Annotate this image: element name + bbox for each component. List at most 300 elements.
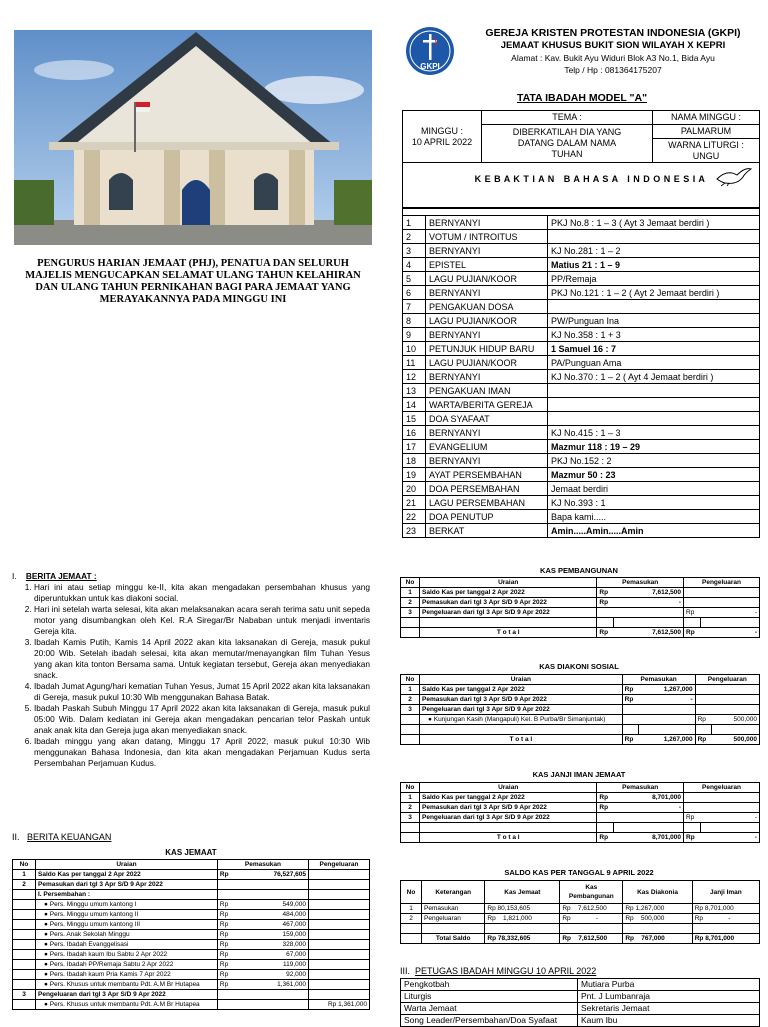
liturgy-no: 23 — [403, 524, 426, 538]
total-cell: Rp 78,332,605 — [485, 934, 560, 944]
cell-no — [13, 940, 36, 950]
cell-pemasukan — [236, 890, 309, 900]
cell-no: 3 — [401, 608, 420, 618]
cell-kas-diakonia: Rp 1,267,000 — [623, 904, 692, 914]
cell-no: 1 — [13, 870, 36, 880]
col-uraian: Uraian — [420, 578, 597, 588]
liturgy-detail: KJ No.415 : 1 – 3 — [548, 426, 760, 440]
cell-uraian: I. Persembahan : — [36, 890, 218, 900]
empty-cell — [712, 725, 760, 735]
kas-janji-iman-title: KAS JANJI IMAN JEMAAT — [532, 770, 626, 779]
liturgy-no: 2 — [403, 230, 426, 244]
col-pemasukan: Pemasukan — [597, 783, 684, 793]
cell-pemasukan — [236, 880, 309, 890]
col-pengeluaran: Pengeluaran — [684, 783, 760, 793]
cell-pemasukan: 67,000 — [236, 950, 309, 960]
cell-kas-diakonia: Rp 500,000 — [623, 914, 692, 924]
cell-pemasukan: 328,000 — [236, 940, 309, 950]
liturgy-item: LAGU PUJIAN/KOOR — [426, 356, 548, 370]
cell-no: 1 — [401, 685, 420, 695]
cell-pemasukan: - — [613, 598, 683, 608]
liturgy-no: 9 — [403, 328, 426, 342]
cell-rp: Rp — [217, 980, 236, 990]
table-row — [13, 890, 370, 900]
cell-pemasukan: 1,267,000 — [639, 685, 695, 695]
dove-icon — [715, 165, 753, 187]
empty-cell — [485, 924, 560, 934]
tema-text: DIBERKATILAH DIA YANG DATANG DALAM NAMA TUHAN — [482, 125, 653, 163]
table-row — [401, 695, 760, 705]
cell-pemasukan — [639, 705, 695, 715]
cell-no: 2 — [401, 695, 420, 705]
empty-row — [401, 725, 760, 735]
liturgy-detail: Matius 21 : 1 – 9 — [548, 258, 760, 272]
table-row — [13, 910, 370, 920]
minggu-date: 10 APRIL 2022 — [411, 136, 473, 147]
liturgy-detail: PA/Punguan Ama — [548, 356, 760, 370]
table-row — [13, 940, 370, 950]
section-number: I. — [12, 571, 17, 581]
table-row — [13, 870, 370, 880]
liturgy-detail: Mazmur 50 : 23 — [548, 468, 760, 482]
liturgy-no: 14 — [403, 398, 426, 412]
liturgy-item: EVANGELIUM — [426, 440, 548, 454]
liturgy-row — [403, 524, 760, 538]
col-janji-iman: Janji Iman — [692, 881, 759, 904]
total-pemasukan: 7,612,500 — [613, 628, 683, 638]
cell-pemasukan — [236, 1000, 309, 1010]
col-kas-pembangunan: Kas Pembangunan — [560, 881, 623, 904]
nama-minggu-label: NAMA MINGGU : — [653, 111, 760, 125]
total-pengeluaran: - — [700, 628, 759, 638]
church-name: GEREJA KRISTEN PROTESTAN INDONESIA (GKPI) — [485, 27, 741, 39]
liturgy-item: PENGAKUAN IMAN — [426, 384, 548, 398]
col-uraian: Uraian — [420, 783, 597, 793]
cell-rp: Rp — [684, 813, 701, 823]
liturgy-row — [403, 258, 760, 272]
liturgy-row — [403, 510, 760, 524]
empty-cell — [420, 823, 597, 833]
total-cell: Rp 7,612,500 — [560, 934, 623, 944]
section-number: III. — [400, 966, 411, 976]
warna-cell — [653, 139, 760, 163]
total-label: T o t a l — [420, 735, 623, 745]
cell-rp — [622, 715, 639, 725]
cell-uraian: Pemasukan dari tgl 3 Apr S/D 9 Apr 2022 — [420, 803, 597, 813]
total-row — [401, 833, 760, 843]
empty-cell — [639, 725, 695, 735]
liturgy-row — [403, 272, 760, 286]
cell-pemasukan: 92,000 — [236, 970, 309, 980]
liturgy-detail — [548, 300, 760, 314]
petugas-name: Pnt. J Lumbanraja — [578, 991, 760, 1003]
liturgy-row — [403, 342, 760, 356]
cell-pemasukan: 7,612,500 — [613, 588, 683, 598]
cell-no — [13, 920, 36, 930]
cell-pemasukan: 76,527,605 — [236, 870, 309, 880]
empty-cell — [700, 823, 759, 833]
cell-rp: Rp — [217, 910, 236, 920]
cell-rp — [695, 685, 712, 695]
cell-no: 1 — [401, 904, 422, 914]
cell-rp: Rp — [217, 930, 236, 940]
cell-pengeluaran — [309, 990, 370, 1000]
kas-pembangunan-title: KAS PEMBANGUNAN — [540, 566, 618, 575]
cell-rp: Rp — [622, 735, 639, 745]
berita-item: 1. Hari ini atau setiap minggu ke-II, kita akan mengadakan persembahan khusus yang diperuntukkan untuk kas diakoni social. — [34, 582, 370, 604]
liturgy-row — [403, 244, 760, 258]
kas-janji-iman-table — [400, 782, 760, 843]
cell-pemasukan — [639, 715, 695, 725]
header-row — [401, 783, 760, 793]
cell-pemasukan: 8,701,000 — [613, 793, 683, 803]
petugas-role: Liturgis — [401, 991, 578, 1003]
cell-no — [401, 715, 420, 725]
liturgy-item: VOTUM / INTROITUS — [426, 230, 548, 244]
col-kas-diakonia: Kas Diakonia — [623, 881, 692, 904]
liturgy-item: BERNYANYI — [426, 244, 548, 258]
table-row — [13, 970, 370, 980]
cell-no — [13, 1000, 36, 1010]
cell-uraian: ● Pers. Khusus untuk membantu Pdt. A.M Br Hutapea — [36, 980, 218, 990]
col-no: No — [401, 783, 420, 793]
table-row — [401, 813, 760, 823]
liturgy-detail: KJ No.358 : 1 + 3 — [548, 328, 760, 342]
cell-pengeluaran — [712, 685, 760, 695]
empty-cell — [613, 823, 683, 833]
col-pengeluaran: Pengeluaran — [684, 578, 760, 588]
liturgy-spacer-row — [403, 209, 760, 216]
cell-rp — [217, 1000, 236, 1010]
cell-pemasukan: 119,000 — [236, 960, 309, 970]
cell-no — [13, 980, 36, 990]
cell-rp — [684, 793, 701, 803]
cell-rp — [217, 890, 236, 900]
table-row — [13, 900, 370, 910]
cell-no — [401, 934, 422, 944]
tema-label: TEMA : — [482, 111, 653, 125]
cell-no: 1 — [401, 588, 420, 598]
petugas-row — [401, 979, 760, 991]
liturgy-item: BERNYANYI — [426, 370, 548, 384]
cell-no: 2 — [401, 914, 422, 924]
berita-jemaat — [12, 571, 370, 769]
liturgy-row — [403, 230, 760, 244]
liturgy-no: 10 — [403, 342, 426, 356]
table-row — [401, 685, 760, 695]
kebaktian-cell — [403, 163, 760, 208]
berita-item: 5. Ibadah Paskah Subuh Minggu 17 April 2022 akan kita laksanakan di Gereja, masuk pukul 05:00 Wib. Dalam kediatan ini Gereja akan mengadakan pencarian telor Paskah untuk anak anak kita dan Gereja juga akan menyediakan snack. — [34, 703, 370, 736]
empty-cell — [622, 725, 639, 735]
empty-cell — [401, 924, 422, 934]
section-number: II. — [12, 832, 20, 842]
table-row — [401, 715, 760, 725]
congregation-name: JEMAAT KHUSUS BUKIT SION WILAYAH X KEPRI — [500, 40, 726, 51]
cell-pengeluaran — [309, 980, 370, 990]
liturgy-row — [403, 468, 760, 482]
tata-ibadah-title: TATA IBADAH MODEL "A" — [516, 92, 648, 104]
liturgy-no: 19 — [403, 468, 426, 482]
cell-pengeluaran — [309, 870, 370, 880]
petugas-table — [400, 978, 760, 1027]
cell-rp — [597, 813, 614, 823]
liturgy-item: BERNYANYI — [426, 286, 548, 300]
cell-no — [13, 890, 36, 900]
nama-minggu: PALMARUM — [653, 125, 760, 139]
cell-rp: Rp — [684, 608, 701, 618]
cell-no — [401, 628, 420, 638]
liturgy-row — [403, 412, 760, 426]
cell-rp — [217, 990, 236, 1000]
empty-cell — [623, 924, 692, 934]
liturgy-item: DOA PERSEMBAHAN — [426, 482, 548, 496]
cell-pemasukan: - — [639, 695, 695, 705]
cell-rp: Rp — [217, 920, 236, 930]
empty-cell — [401, 618, 420, 628]
liturgy-no: 6 — [403, 286, 426, 300]
petugas-name: Sekretaris Jemaat — [578, 1003, 760, 1015]
cell-uraian: ● Pers. Ibadah Evanggelisasi — [36, 940, 218, 950]
empty-cell — [401, 725, 420, 735]
liturgy-item: BERNYANYI — [426, 454, 548, 468]
liturgy-row — [403, 398, 760, 412]
col-keterangan: Keterangan — [422, 881, 485, 904]
spacer-cell — [403, 209, 760, 216]
liturgy-row — [403, 440, 760, 454]
col-kas-jemaat: Kas Jemaat — [485, 881, 560, 904]
petugas-row — [401, 991, 760, 1003]
table-row — [13, 980, 370, 990]
church-header — [463, 27, 763, 76]
saldo-title: SALDO KAS PER TANGGAL 9 APRIL 2022 — [504, 868, 654, 877]
table-row — [13, 950, 370, 960]
berita-item: 2. Hari ini setelah warta selesai, kita akan melaksanakan acara serah terima satu unit sepeda motor yang disumbangkan oleh Kel. R.A Siregar/Br Nababan untuk menjadi inventaris Gereja kita. — [34, 604, 370, 637]
liturgy-no: 18 — [403, 454, 426, 468]
table-row — [401, 608, 760, 618]
empty-cell — [692, 924, 759, 934]
minggu-label: MINGGU : — [421, 125, 463, 136]
cell-pemasukan — [613, 813, 683, 823]
empty-cell — [422, 924, 485, 934]
kas-diakoni-table — [400, 674, 760, 745]
cell-no — [401, 833, 420, 843]
liturgy-detail — [548, 230, 760, 244]
total-pemasukan: 8,701,000 — [613, 833, 683, 843]
cell-rp: Rp — [597, 628, 614, 638]
cell-keterangan: Pengeluaran — [422, 914, 485, 924]
cell-no — [13, 910, 36, 920]
cell-uraian: Saldo Kas per tanggal 2 Apr 2022 — [36, 870, 218, 880]
liturgy-no: 13 — [403, 384, 426, 398]
cell-pengeluaran: - — [700, 813, 759, 823]
col-no: No — [401, 881, 422, 904]
header-row — [401, 578, 760, 588]
cell-pemasukan — [236, 990, 309, 1000]
cell-rp: Rp — [695, 715, 712, 725]
table-row — [13, 920, 370, 930]
total-label: T o t a l — [420, 833, 597, 843]
cell-pengeluaran — [309, 950, 370, 960]
cell-uraian: ● Kunjungan Kasih (Mangapuli) Kel. B Purba/Br Simanjuntak) — [420, 715, 623, 725]
cell-uraian: Pemasukan dari tgl 3 Apr S/D 9 Apr 2022 — [36, 880, 218, 890]
liturgy-no: 16 — [403, 426, 426, 440]
cell-rp: Rp — [217, 870, 236, 880]
liturgy-detail: Jemaat berdiri — [548, 482, 760, 496]
cell-no: 3 — [401, 705, 420, 715]
gkpi-logo — [402, 26, 458, 76]
cell-janji-iman: Rp - — [692, 914, 759, 924]
liturgy-detail: KJ No.370 : 1 – 2 ( Ayt 4 Jemaat berdiri ) — [548, 370, 760, 384]
cell-pengeluaran: 500,000 — [712, 715, 760, 725]
cell-uraian: Pengeluaran dari tgl 3 Apr S/D 9 Apr 2022 — [36, 990, 218, 1000]
cell-pemasukan: 467,000 — [236, 920, 309, 930]
table-row — [401, 598, 760, 608]
cell-no: 2 — [401, 803, 420, 813]
empty-cell — [401, 823, 420, 833]
table-row — [401, 803, 760, 813]
empty-row — [401, 618, 760, 628]
minggu-cell — [403, 111, 482, 163]
cell-uraian: ● Pers. Minggu umum kantong I — [36, 900, 218, 910]
cell-kas-jemaat: Rp 1,821,000 — [485, 914, 560, 924]
liturgy-item: BERNYANYI — [426, 426, 548, 440]
cell-pemasukan: 159,000 — [236, 930, 309, 940]
cell-pengeluaran — [309, 900, 370, 910]
liturgy-item: PENGAKUAN DOSA — [426, 300, 548, 314]
svg-text:GKPI: GKPI — [420, 62, 440, 71]
church-phone: Telp / Hp : 081364175207 — [564, 65, 662, 75]
cell-pengeluaran — [309, 930, 370, 940]
cell-uraian: Saldo Kas per tanggal 2 Apr 2022 — [420, 793, 597, 803]
liturgy-item: BERNYANYI — [426, 328, 548, 342]
liturgy-no: 20 — [403, 482, 426, 496]
empty-cell — [700, 618, 759, 628]
cell-rp: Rp — [597, 803, 614, 813]
liturgy-row — [403, 216, 760, 230]
cell-uraian: Pengeluaran dari tgl 3 Apr S/D 9 Apr 2022 — [420, 813, 597, 823]
petugas-heading — [400, 966, 596, 976]
total-row — [401, 628, 760, 638]
liturgy-detail — [548, 412, 760, 426]
cell-rp — [597, 608, 614, 618]
cell-no — [13, 930, 36, 940]
cell-rp: Rp — [622, 685, 639, 695]
liturgy-detail: PKJ No.121 : 1 – 2 ( Ayt 2 Jemaat berdiri ) — [548, 286, 760, 300]
liturgy-no: 5 — [403, 272, 426, 286]
church-address: Alamat : Kav. Bukit Ayu Widuri Blok A3 No.1, Bida Ayu — [511, 53, 715, 63]
liturgy-item: WARTA/BERITA GEREJA — [426, 398, 548, 412]
cell-keterangan: Pemasukan — [422, 904, 485, 914]
table-row — [401, 588, 760, 598]
liturgy-item: DOA SYAFAAT — [426, 412, 548, 426]
cell-rp: Rp — [217, 940, 236, 950]
petugas-role: Song Leader/Persembahan/Doa Syafaat — [401, 1015, 578, 1027]
cell-rp — [684, 598, 701, 608]
cell-pengeluaran: - — [700, 608, 759, 618]
liturgy-no: 11 — [403, 356, 426, 370]
liturgy-row — [403, 482, 760, 496]
kas-jemaat-table — [12, 859, 370, 1010]
cell-pemasukan: 549,000 — [236, 900, 309, 910]
berita-title: BERITA JEMAAT : — [25, 571, 97, 581]
petugas-title: PETUGAS IBADAH MINGGU 10 APRIL 2022 — [415, 966, 597, 976]
cell-rp: Rp — [684, 833, 701, 843]
cell-rp: Rp — [597, 588, 614, 598]
liturgy-no: 8 — [403, 314, 426, 328]
empty-cell — [420, 725, 623, 735]
liturgy-detail: Bapa kami..... — [548, 510, 760, 524]
cell-no: 3 — [401, 813, 420, 823]
total-label: Total Saldo — [422, 934, 485, 944]
cell-pengeluaran — [309, 960, 370, 970]
table-row — [13, 960, 370, 970]
liturgy-order-table — [402, 208, 760, 538]
total-pengeluaran: - — [700, 833, 759, 843]
liturgy-detail: PKJ No.8 : 1 – 3 ( Ayt 3 Jemaat berdiri ) — [548, 216, 760, 230]
cell-uraian: Saldo Kas per tanggal 2 Apr 2022 — [420, 685, 623, 695]
liturgy-row — [403, 356, 760, 370]
warna-label: WARNA LITURGI : — [668, 139, 744, 150]
cell-no: 1 — [401, 793, 420, 803]
liturgy-row — [403, 384, 760, 398]
cell-rp — [695, 695, 712, 705]
liturgy-no: 17 — [403, 440, 426, 454]
cell-kas-pembangunan: Rp 7,612,500 — [560, 904, 623, 914]
cell-rp: Rp — [597, 793, 614, 803]
liturgy-detail: PKJ No.152 : 2 — [548, 454, 760, 468]
cell-rp: Rp — [597, 598, 614, 608]
liturgy-item: PETUNJUK HIDUP BARU — [426, 342, 548, 356]
cell-rp — [622, 705, 639, 715]
berita-item: 6. Ibadah minggu yang akan datang, Minggu 17 April 2022, masuk pukul 10:30 Wib menggunakan Bahasa Indonesia, dan kita akan mengadakan Perjamuan Kudus serta Persembahan Perjamuan Kudus. — [34, 736, 370, 769]
cell-pengeluaran: Rp 1,361,000 — [309, 1000, 370, 1010]
col-no: No — [401, 675, 420, 685]
petugas-row — [401, 1015, 760, 1027]
col-pengeluaran: Pengeluaran — [695, 675, 759, 685]
header-row — [401, 675, 760, 685]
cell-rp: Rp — [217, 970, 236, 980]
cell-pengeluaran — [712, 695, 760, 705]
kas-jemaat-title: KAS JEMAAT — [165, 848, 217, 857]
cell-rp: Rp — [695, 735, 712, 745]
total-row — [401, 934, 760, 944]
keuangan-title: BERITA KEUANGAN — [27, 832, 112, 842]
liturgy-item: LAGU PUJIAN/KOOR — [426, 272, 548, 286]
empty-cell — [684, 823, 701, 833]
table-row — [401, 904, 760, 914]
liturgy-detail: PP/Remaja — [548, 272, 760, 286]
empty-cell — [597, 618, 614, 628]
petugas-role: Pengkotbah — [401, 979, 578, 991]
liturgy-item: EPISTEL — [426, 258, 548, 272]
cell-no — [13, 960, 36, 970]
liturgy-row — [403, 328, 760, 342]
cell-pengeluaran — [309, 890, 370, 900]
col-no: No — [401, 578, 420, 588]
cell-no: 2 — [13, 880, 36, 890]
total-cell: Rp 767,000 — [623, 934, 692, 944]
liturgy-no: 4 — [403, 258, 426, 272]
cell-no — [13, 950, 36, 960]
cell-pemasukan — [613, 608, 683, 618]
table-row — [401, 705, 760, 715]
cell-kas-pembangunan: Rp - — [560, 914, 623, 924]
cell-pengeluaran — [700, 588, 759, 598]
table-row — [401, 793, 760, 803]
empty-cell — [613, 618, 683, 628]
cell-uraian: ● Pers. Anak Sekolah Minggu — [36, 930, 218, 940]
church-photo — [14, 30, 372, 245]
